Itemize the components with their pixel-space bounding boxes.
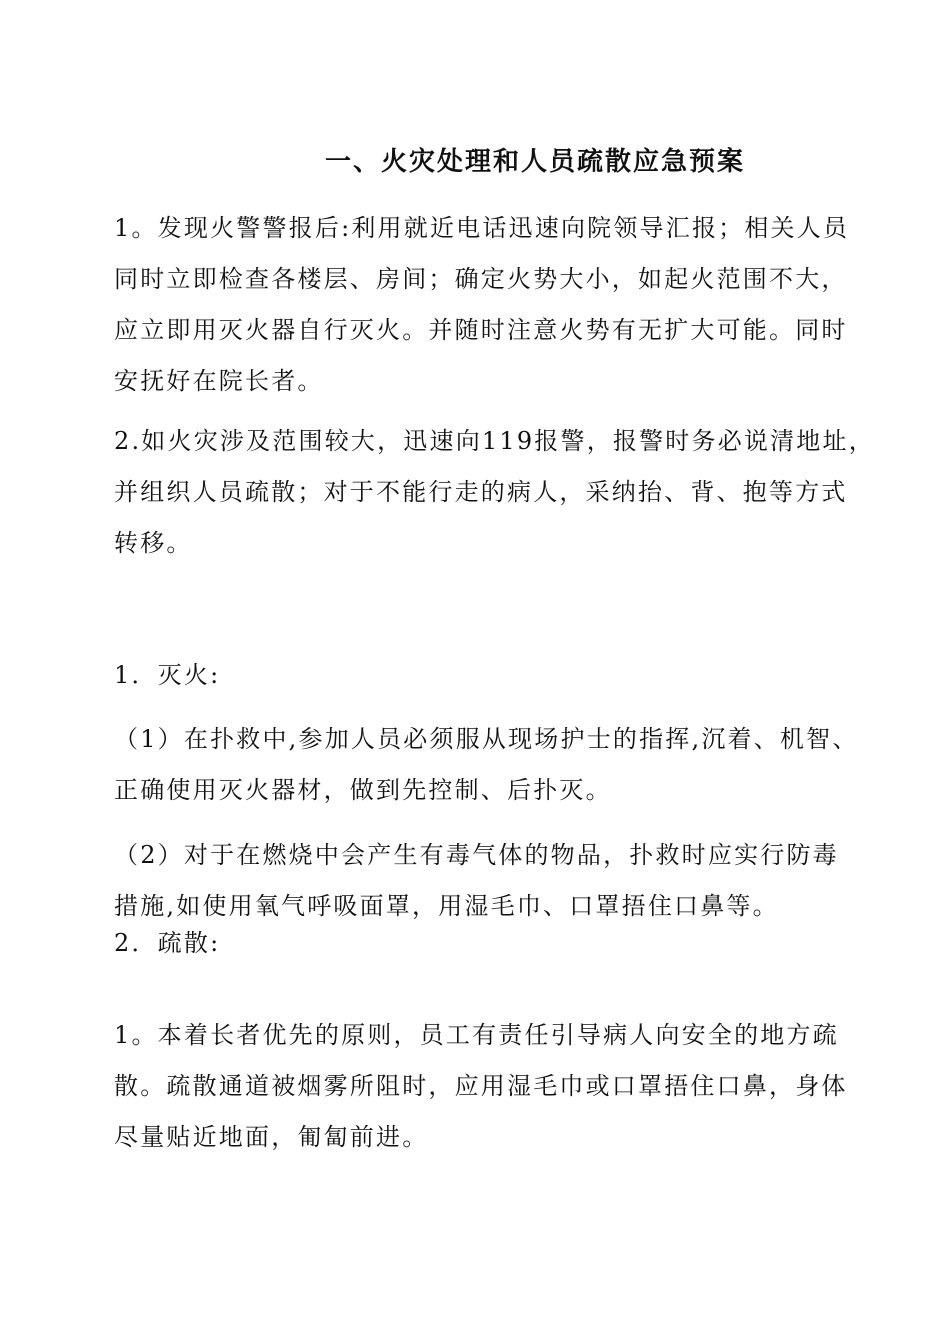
text-line: 应立即用灭火器自行灭火。并随时注意火势有无扩大可能。同时 — [114, 316, 848, 344]
text-line: 散。疏散通道被烟雾所阻时，应用湿毛巾或口罩捂住口鼻，身体 — [114, 1072, 848, 1100]
paragraph-fire-alarm — [114, 203, 854, 407]
text-line: 正确使用灭火器材，做到先控制、后扑灭。 — [114, 776, 612, 804]
text-line: 1。本着长者优先的原则，员工有责任引导病人向安全的地方疏 — [114, 1021, 839, 1049]
section-heading-evacuate: 2．疏散: — [114, 929, 221, 957]
text-line: 同时立即检查各楼层、房间；确定火势大小，如起火范围不大， — [114, 265, 848, 293]
text-line: 转移。 — [114, 529, 193, 557]
text-line: 2.如火灾涉及范围较大，迅速向119报警，报警时务必说清地址， — [114, 427, 875, 455]
text-line: 安抚好在院长者。 — [114, 367, 324, 395]
text-line: （1）在扑救中,参加人员必须服从现场护士的指挥,沉着、机智、 — [114, 725, 859, 753]
section-heading-extinguish: 1．灭火: — [114, 661, 221, 689]
paragraph-evacuate-item-1 — [114, 1010, 854, 1163]
paragraph-large-fire — [114, 416, 875, 569]
document-title: 一、火灾处理和人员疏散应急预案 — [324, 147, 745, 177]
text-line: 并组织人员疏散；对于不能行走的病人，采纳抬、背、抱等方式 — [114, 478, 848, 506]
text-line: 尽量贴近地面，匍匐前进。 — [114, 1123, 429, 1151]
paragraph-extinguish-item-2 — [114, 830, 854, 932]
text-line: 1。发现火警警报后:利用就近电话迅速向院领导汇报；相关人员 — [114, 214, 850, 242]
text-line: 措施,如使用氧气呼吸面罩，用湿毛巾、口罩捂住口鼻等。 — [114, 892, 779, 920]
text-line: （2）对于在燃烧中会产生有毒气体的物品，扑救时应实行防毒 — [114, 841, 839, 869]
paragraph-extinguish-item-1 — [114, 714, 859, 816]
